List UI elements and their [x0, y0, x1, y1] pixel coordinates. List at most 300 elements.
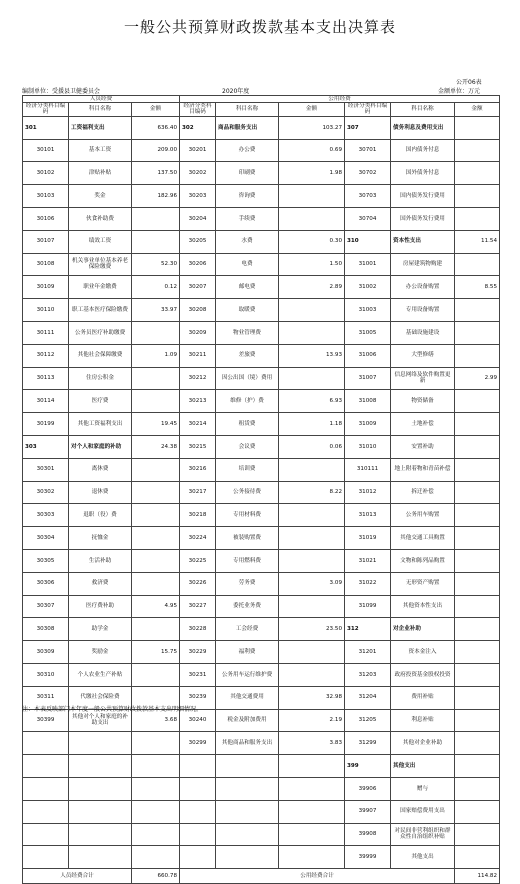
amount-cell — [455, 618, 500, 641]
name-cell: 拆迁补偿 — [391, 481, 455, 504]
amount-cell: 1.09 — [132, 344, 180, 367]
amount-cell — [455, 777, 500, 800]
code-cell: 310111 — [345, 458, 391, 481]
code-cell: 39999 — [345, 846, 391, 869]
name-cell: 对企业补助 — [391, 618, 455, 641]
amount-cell: 3.68 — [132, 709, 180, 732]
table-row — [23, 139, 500, 162]
name-cell: 办公费 — [216, 139, 279, 162]
amount-cell — [455, 709, 500, 732]
amount-cell — [455, 504, 500, 527]
table-row — [23, 641, 500, 664]
code-cell: 30202 — [180, 162, 216, 185]
amount-cell — [132, 527, 180, 550]
name-cell: 其他支出 — [391, 846, 455, 869]
amount-cell: 3.83 — [279, 732, 345, 755]
name-cell: 国内债务付息 — [391, 139, 455, 162]
amount-cell: 19.45 — [132, 413, 180, 436]
amount-cell: 0.12 — [132, 276, 180, 299]
col-header-amount: 金额 — [279, 103, 345, 117]
code-cell: 30207 — [180, 276, 216, 299]
amount-cell: 0.69 — [279, 139, 345, 162]
code-cell: 30213 — [180, 390, 216, 413]
amount-cell — [455, 162, 500, 185]
name-cell: 无形资产购置 — [391, 572, 455, 595]
amount-cell — [279, 846, 345, 869]
name-cell — [216, 800, 279, 823]
amount-cell: 32.98 — [279, 686, 345, 709]
name-cell: 差旅费 — [216, 344, 279, 367]
code-cell: 30199 — [23, 413, 69, 436]
name-cell: 救济费 — [69, 572, 132, 595]
code-cell: 30303 — [23, 504, 69, 527]
table-row — [23, 413, 500, 436]
table-row — [23, 618, 500, 641]
name-cell: 文物和陈列品购置 — [391, 549, 455, 572]
code-cell: 30217 — [180, 481, 216, 504]
name-cell: 福利费 — [216, 641, 279, 664]
code-cell: 30108 — [23, 253, 69, 276]
amount-cell — [455, 390, 500, 413]
table-row — [23, 572, 500, 595]
name-cell: 物资储备 — [391, 390, 455, 413]
code-cell: 39906 — [345, 777, 391, 800]
amount-cell: 33.97 — [132, 299, 180, 322]
code-cell: 30299 — [180, 732, 216, 755]
report-year: 2020年度 — [222, 88, 250, 95]
code-cell: 30310 — [23, 663, 69, 686]
code-cell: 30206 — [180, 253, 216, 276]
code-cell: 30240 — [180, 709, 216, 732]
page-title: 一般公共预算财政拨款基本支出决算表 — [123, 18, 396, 36]
name-cell: 利息补贴 — [391, 709, 455, 732]
name-cell: 印刷费 — [216, 162, 279, 185]
name-cell: 其他社会保障缴费 — [69, 344, 132, 367]
amount-cell — [455, 663, 500, 686]
name-cell: 维修（护）费 — [216, 390, 279, 413]
amount-cell: 103.27 — [279, 116, 345, 139]
code-cell: 31021 — [345, 549, 391, 572]
amount-cell — [279, 299, 345, 322]
amount-cell — [455, 755, 500, 778]
code-cell: 30107 — [23, 230, 69, 253]
code-cell: 30112 — [23, 344, 69, 367]
code-cell: 30701 — [345, 139, 391, 162]
code-cell: 31001 — [345, 253, 391, 276]
name-cell — [69, 823, 132, 846]
amount-cell: 6.93 — [279, 390, 345, 413]
code-cell: 30205 — [180, 230, 216, 253]
amount-cell: 8.22 — [279, 481, 345, 504]
name-cell: 赠与 — [391, 777, 455, 800]
amount-cell — [455, 116, 500, 139]
name-cell: 职工基本医疗保险缴费 — [69, 299, 132, 322]
amount-cell — [132, 549, 180, 572]
table-row — [23, 185, 500, 208]
code-cell — [180, 755, 216, 778]
code-cell: 303 — [23, 435, 69, 458]
totals-row — [23, 869, 500, 884]
name-cell — [69, 800, 132, 823]
code-cell: 30203 — [180, 185, 216, 208]
amount-cell — [455, 595, 500, 618]
table-row — [23, 504, 500, 527]
name-cell: 咨询费 — [216, 185, 279, 208]
code-cell: 31012 — [345, 481, 391, 504]
name-cell: 资本金注入 — [391, 641, 455, 664]
amount-cell: 4.95 — [132, 595, 180, 618]
amount-cell — [279, 663, 345, 686]
amount-cell — [455, 846, 500, 869]
name-cell — [216, 755, 279, 778]
code-cell: 31003 — [345, 299, 391, 322]
code-cell: 30201 — [180, 139, 216, 162]
code-cell: 31205 — [345, 709, 391, 732]
amount-cell — [455, 321, 500, 344]
amount-cell — [279, 595, 345, 618]
name-cell: 国外债务付息 — [391, 162, 455, 185]
name-cell: 税金及附加费用 — [216, 709, 279, 732]
amount-cell — [455, 435, 500, 458]
code-cell — [180, 846, 216, 869]
amount-cell — [279, 504, 345, 527]
personnel-total-value: 660.78 — [132, 869, 180, 884]
code-cell: 30209 — [180, 321, 216, 344]
expenditure-table — [22, 95, 500, 884]
code-cell: 30302 — [23, 481, 69, 504]
code-cell: 31203 — [345, 663, 391, 686]
name-cell: 代缴社会保险费 — [69, 686, 132, 709]
code-cell: 30215 — [180, 435, 216, 458]
amount-cell — [279, 185, 345, 208]
amount-cell — [132, 572, 180, 595]
code-cell: 31201 — [345, 641, 391, 664]
table-row — [23, 321, 500, 344]
name-cell: 医疗费 — [69, 390, 132, 413]
table-row — [23, 755, 500, 778]
name-cell: 其他支出 — [391, 755, 455, 778]
table-row — [23, 527, 500, 550]
amount-cell — [132, 367, 180, 390]
amount-cell — [279, 641, 345, 664]
code-cell: 312 — [345, 618, 391, 641]
amount-cell: 11.54 — [455, 230, 500, 253]
code-cell: 30702 — [345, 162, 391, 185]
amount-cell — [132, 230, 180, 253]
amount-cell — [455, 527, 500, 550]
code-cell: 30227 — [180, 595, 216, 618]
amount-cell — [132, 846, 180, 869]
code-cell — [180, 800, 216, 823]
code-cell: 30703 — [345, 185, 391, 208]
name-cell: 其他资本性支出 — [391, 595, 455, 618]
code-cell: 39908 — [345, 823, 391, 846]
name-cell: 取暖费 — [216, 299, 279, 322]
table-row — [23, 777, 500, 800]
amount-cell — [455, 549, 500, 572]
amount-cell: 137.50 — [132, 162, 180, 185]
code-cell: 39907 — [345, 800, 391, 823]
amount-cell — [455, 800, 500, 823]
code-cell — [23, 777, 69, 800]
amount-cell — [455, 481, 500, 504]
name-cell: 公务接待费 — [216, 481, 279, 504]
amount-cell: 209.00 — [132, 139, 180, 162]
name-cell: 办公设备购置 — [391, 276, 455, 299]
amount-cell: 2.89 — [279, 276, 345, 299]
code-cell: 30308 — [23, 618, 69, 641]
table-row — [23, 846, 500, 869]
name-cell: 劳务费 — [216, 572, 279, 595]
name-cell: 住房公积金 — [69, 367, 132, 390]
name-cell: 退休费 — [69, 481, 132, 504]
personnel-group-header: 人员经费 — [23, 96, 180, 103]
code-cell: 30225 — [180, 549, 216, 572]
code-cell: 31013 — [345, 504, 391, 527]
amount-cell — [132, 458, 180, 481]
table-row — [23, 595, 500, 618]
table-row — [23, 800, 500, 823]
amount-cell — [279, 367, 345, 390]
name-cell: 公务用车购置 — [391, 504, 455, 527]
code-cell: 30704 — [345, 208, 391, 231]
name-cell: 抚恤金 — [69, 527, 132, 550]
code-cell: 30111 — [23, 321, 69, 344]
amount-cell: 23.50 — [279, 618, 345, 641]
amount-cell — [132, 823, 180, 846]
column-header-row — [23, 103, 500, 117]
table-row — [23, 230, 500, 253]
amount-cell: 182.96 — [132, 185, 180, 208]
amount-cell: 24.38 — [132, 435, 180, 458]
form-code: 公开06表 — [456, 79, 482, 86]
amount-cell: 13.93 — [279, 344, 345, 367]
amount-cell — [455, 641, 500, 664]
table-row — [23, 549, 500, 572]
amount-cell — [132, 663, 180, 686]
amount-cell — [132, 755, 180, 778]
name-cell: 物业管理费 — [216, 321, 279, 344]
name-cell: 地上附着物和青苗补偿 — [391, 458, 455, 481]
amount-cell — [279, 458, 345, 481]
amount-cell — [279, 321, 345, 344]
unit-label: 编制单位：受援县卫健委员会 — [22, 88, 101, 95]
code-cell: 30399 — [23, 709, 69, 732]
name-cell: 对民间非营利组织和群众性自治组织补贴 — [391, 823, 455, 846]
code-cell: 30211 — [180, 344, 216, 367]
name-cell — [216, 777, 279, 800]
code-cell: 30306 — [23, 572, 69, 595]
amount-cell: 0.30 — [279, 230, 345, 253]
amount-cell: 1.50 — [279, 253, 345, 276]
col-header-name: 科目名称 — [69, 103, 132, 117]
amount-cell — [455, 823, 500, 846]
code-cell: 30301 — [23, 458, 69, 481]
name-cell: 基本工资 — [69, 139, 132, 162]
amount-cell — [279, 823, 345, 846]
code-cell: 30109 — [23, 276, 69, 299]
code-cell: 31010 — [345, 435, 391, 458]
name-cell: 工会经费 — [216, 618, 279, 641]
public-group-header: 公用经费 — [180, 96, 500, 103]
name-cell: 手续费 — [216, 208, 279, 231]
name-cell: 奖励金 — [69, 641, 132, 664]
amount-cell — [279, 800, 345, 823]
code-cell: 30212 — [180, 367, 216, 390]
name-cell: 租赁费 — [216, 413, 279, 436]
code-cell: 301 — [23, 116, 69, 139]
col-header-amount: 金额 — [455, 103, 500, 117]
code-cell: 30229 — [180, 641, 216, 664]
table-row — [23, 367, 500, 390]
table-row — [23, 208, 500, 231]
code-cell: 30110 — [23, 299, 69, 322]
amount-cell — [132, 208, 180, 231]
code-cell: 30214 — [180, 413, 216, 436]
public-total-value: 114.82 — [455, 869, 500, 884]
name-cell: 基础设施建设 — [391, 321, 455, 344]
amount-cell: 52.30 — [132, 253, 180, 276]
amount-cell: 15.75 — [132, 641, 180, 664]
code-cell — [23, 732, 69, 755]
amount-cell: 636.40 — [132, 116, 180, 139]
name-cell: 国内债务发行费用 — [391, 185, 455, 208]
name-cell: 培训费 — [216, 458, 279, 481]
col-header-code: 经济分类科目编码 — [180, 103, 216, 117]
name-cell: 离休费 — [69, 458, 132, 481]
name-cell: 公务用车运行维护费 — [216, 663, 279, 686]
code-cell: 31006 — [345, 344, 391, 367]
name-cell — [69, 755, 132, 778]
code-cell: 310 — [345, 230, 391, 253]
amount-cell: 2.19 — [279, 709, 345, 732]
name-cell: 会议费 — [216, 435, 279, 458]
col-header-amount: 金额 — [132, 103, 180, 117]
name-cell: 土地补偿 — [391, 413, 455, 436]
name-cell: 专用燃料费 — [216, 549, 279, 572]
table-row — [23, 299, 500, 322]
code-cell: 31204 — [345, 686, 391, 709]
code-cell — [23, 800, 69, 823]
name-cell: 商品和服务支出 — [216, 116, 279, 139]
amount-cell — [455, 572, 500, 595]
public-total-label: 公用经费合计 — [180, 869, 455, 884]
amount-cell — [455, 458, 500, 481]
amount-cell — [455, 185, 500, 208]
name-cell: 资本性支出 — [391, 230, 455, 253]
group-header-row — [23, 96, 500, 103]
amount-cell — [132, 321, 180, 344]
name-cell: 绩效工资 — [69, 230, 132, 253]
code-cell — [180, 777, 216, 800]
code-cell: 30208 — [180, 299, 216, 322]
name-cell: 伙食补助费 — [69, 208, 132, 231]
code-cell: 399 — [345, 755, 391, 778]
name-cell: 费用补贴 — [391, 686, 455, 709]
name-cell: 政府投资基金股权投资 — [391, 663, 455, 686]
col-header-code: 经济分类科目编码 — [23, 103, 69, 117]
amount-cell — [279, 755, 345, 778]
amount-cell — [455, 253, 500, 276]
amount-cell — [455, 344, 500, 367]
col-header-name: 科目名称 — [391, 103, 455, 117]
amount-cell: 8.55 — [455, 276, 500, 299]
name-cell: 个人农业生产补贴 — [69, 663, 132, 686]
col-header-code: 经济分类科目编码 — [345, 103, 391, 117]
amount-cell: 2.99 — [455, 367, 500, 390]
code-cell: 30218 — [180, 504, 216, 527]
table-row — [23, 116, 500, 139]
name-cell: 委托业务费 — [216, 595, 279, 618]
code-cell: 31299 — [345, 732, 391, 755]
code-cell: 31099 — [345, 595, 391, 618]
amount-cell — [132, 504, 180, 527]
amount-cell — [132, 481, 180, 504]
amount-cell — [132, 732, 180, 755]
code-cell — [23, 823, 69, 846]
col-header-name: 科目名称 — [216, 103, 279, 117]
name-cell — [69, 846, 132, 869]
amount-cell — [132, 777, 180, 800]
footnote: 注：本表反映部门本年度一般公共预算财政拨款基本支出明细情况。 — [22, 706, 203, 713]
money-unit: 金额单位：万元 — [438, 88, 481, 95]
name-cell: 电费 — [216, 253, 279, 276]
amount-cell — [455, 139, 500, 162]
amount-cell — [455, 208, 500, 231]
table-row — [23, 276, 500, 299]
name-cell: 其他交通费用 — [216, 686, 279, 709]
code-cell: 31019 — [345, 527, 391, 550]
code-cell — [23, 755, 69, 778]
table-row — [23, 162, 500, 185]
name-cell: 退职（役）费 — [69, 504, 132, 527]
code-cell: 30224 — [180, 527, 216, 550]
name-cell: 邮电费 — [216, 276, 279, 299]
code-cell: 30309 — [23, 641, 69, 664]
amount-cell — [455, 413, 500, 436]
amount-cell — [132, 390, 180, 413]
amount-cell — [455, 299, 500, 322]
table-row — [23, 481, 500, 504]
name-cell: 公务员医疗补助缴费 — [69, 321, 132, 344]
amount-cell: 0.06 — [279, 435, 345, 458]
table-row — [23, 663, 500, 686]
amount-cell — [132, 800, 180, 823]
code-cell: 30231 — [180, 663, 216, 686]
name-cell: 国外债务发行费用 — [391, 208, 455, 231]
code-cell: 30216 — [180, 458, 216, 481]
code-cell: 31002 — [345, 276, 391, 299]
code-cell: 30226 — [180, 572, 216, 595]
code-cell — [180, 823, 216, 846]
name-cell — [216, 823, 279, 846]
code-cell: 31008 — [345, 390, 391, 413]
code-cell — [23, 846, 69, 869]
code-cell: 30239 — [180, 686, 216, 709]
table-row — [23, 253, 500, 276]
amount-cell — [279, 777, 345, 800]
table-row — [23, 458, 500, 481]
code-cell: 30204 — [180, 208, 216, 231]
code-cell: 30113 — [23, 367, 69, 390]
code-cell: 31022 — [345, 572, 391, 595]
amount-cell — [279, 549, 345, 572]
name-cell — [216, 846, 279, 869]
name-cell: 安置补助 — [391, 435, 455, 458]
name-cell: 奖金 — [69, 185, 132, 208]
amount-cell — [455, 732, 500, 755]
name-cell: 机关事业单位基本养老保险缴费 — [69, 253, 132, 276]
